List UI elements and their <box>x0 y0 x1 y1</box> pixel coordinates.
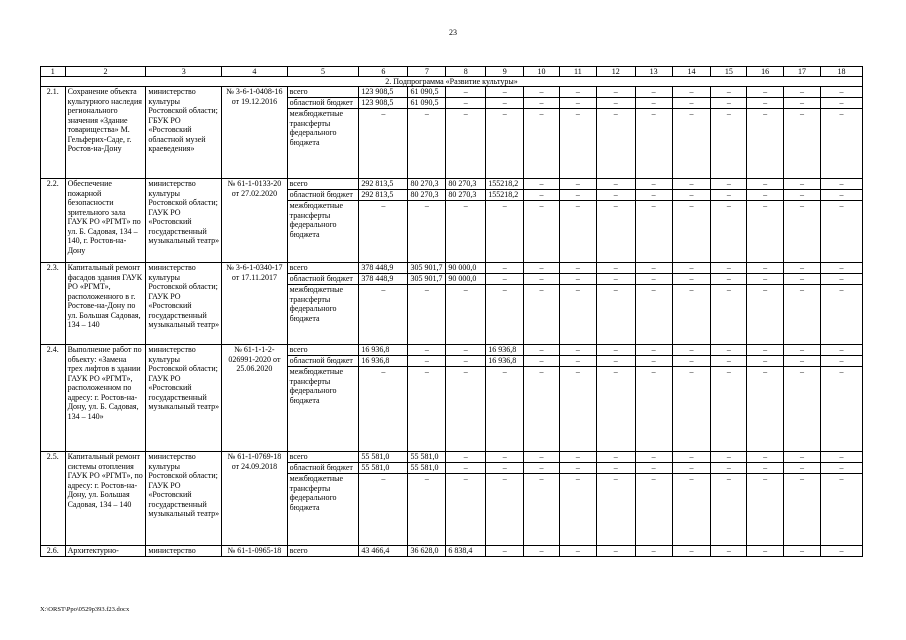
value-cell: – <box>446 345 486 356</box>
column-number: 14 <box>672 67 711 77</box>
value-cell: – <box>359 367 408 452</box>
column-number: 12 <box>596 67 635 77</box>
value-cell: – <box>359 285 408 345</box>
value-cell: 16 936,8 <box>486 345 524 356</box>
table-row <box>41 452 863 463</box>
column-number-row <box>41 67 863 77</box>
value-cell: – <box>408 109 446 179</box>
value-cell: – <box>559 285 596 345</box>
value-cell: – <box>820 179 862 190</box>
value-cell: – <box>635 367 672 452</box>
column-number: 18 <box>820 67 862 77</box>
value-cell: – <box>672 356 711 367</box>
value-cell: – <box>635 274 672 285</box>
value-cell: – <box>408 285 446 345</box>
executor: министерство культуры Ростовской области; ГАУК РО «Ростовский государственный музыкальный театр» <box>146 179 222 263</box>
value-cell: – <box>635 285 672 345</box>
value-cell: 378 448,9 <box>359 274 408 285</box>
project-name: Капитальный ремонт фасадов здания ГАУК РО «РГМТ», расположенного в г. Ростове-на-Дону по ул. Большая Садовая, 134 – 140 <box>65 263 146 345</box>
value-cell: 292 813,5 <box>359 190 408 201</box>
value-cell: – <box>784 452 821 463</box>
project-name: Сохранение объекта культурного наследия регионального значения «Здание товарищества» М. Гельферих-Саде, г. Ростов-на-Дону <box>65 87 146 179</box>
value-cell: – <box>784 356 821 367</box>
value-cell: – <box>446 474 486 546</box>
value-cell: – <box>784 474 821 546</box>
value-cell: – <box>820 201 862 263</box>
value-cell: – <box>524 190 560 201</box>
value-cell: 123 908,5 <box>359 87 408 98</box>
subprogram-row <box>41 77 863 87</box>
value-cell: – <box>559 274 596 285</box>
document-number: № 61-1-0965-18 <box>222 546 288 557</box>
value-cell: – <box>747 367 784 452</box>
value-cell: – <box>486 98 524 109</box>
table-row <box>41 87 863 98</box>
value-cell: – <box>820 87 862 98</box>
value-cell: – <box>635 179 672 190</box>
value-cell: – <box>672 452 711 463</box>
value-cell: – <box>446 356 486 367</box>
page-number: 23 <box>449 28 457 37</box>
value-cell: – <box>596 546 635 557</box>
column-number: 13 <box>635 67 672 77</box>
executor: министерство культуры Ростовской области; ГАУК РО «Ростовский государственный музыкальный театр» <box>146 345 222 452</box>
value-cell: – <box>784 87 821 98</box>
table-row <box>41 345 863 356</box>
value-cell: – <box>635 356 672 367</box>
value-cell: – <box>672 285 711 345</box>
funding-source: областной бюджет <box>287 274 359 285</box>
value-cell: – <box>711 367 747 452</box>
value-cell: – <box>672 87 711 98</box>
value-cell: – <box>784 274 821 285</box>
value-cell: 16 936,8 <box>486 356 524 367</box>
value-cell: – <box>672 201 711 263</box>
value-cell: – <box>559 179 596 190</box>
value-cell: – <box>784 179 821 190</box>
value-cell: – <box>524 109 560 179</box>
document-number: № 3-6-1-0408-16 от 19.12.2016 <box>222 87 288 179</box>
document-number: № 61-1-1-2-026991-2020 от 25.06.2020 <box>222 345 288 452</box>
value-cell: – <box>596 367 635 452</box>
value-cell: – <box>486 87 524 98</box>
value-cell: – <box>784 463 821 474</box>
value-cell: – <box>596 356 635 367</box>
value-cell: – <box>711 263 747 274</box>
value-cell: – <box>408 474 446 546</box>
value-cell: – <box>486 274 524 285</box>
value-cell: – <box>820 345 862 356</box>
value-cell: – <box>711 285 747 345</box>
value-cell: – <box>524 179 560 190</box>
value-cell: – <box>359 109 408 179</box>
value-cell: – <box>486 201 524 263</box>
value-cell: – <box>747 356 784 367</box>
value-cell: – <box>784 285 821 345</box>
value-cell: – <box>747 98 784 109</box>
value-cell: – <box>784 190 821 201</box>
value-cell: – <box>486 474 524 546</box>
value-cell: – <box>820 274 862 285</box>
value-cell: – <box>524 263 560 274</box>
column-number: 5 <box>287 67 359 77</box>
value-cell: – <box>446 285 486 345</box>
value-cell: – <box>711 356 747 367</box>
value-cell: – <box>820 474 862 546</box>
value-cell: – <box>784 546 821 557</box>
value-cell: – <box>672 274 711 285</box>
value-cell: 55 581,0 <box>359 452 408 463</box>
value-cell: – <box>559 367 596 452</box>
column-number: 7 <box>408 67 446 77</box>
value-cell: – <box>559 546 596 557</box>
value-cell: – <box>711 179 747 190</box>
column-number: 4 <box>222 67 288 77</box>
value-cell: – <box>635 546 672 557</box>
value-cell: – <box>596 452 635 463</box>
row-number: 2.4. <box>41 345 66 452</box>
value-cell: – <box>747 452 784 463</box>
funding-source: всего <box>287 263 359 274</box>
value-cell: 36 628,0 <box>408 546 446 557</box>
value-cell: – <box>559 356 596 367</box>
funding-source: межбюджетные трансферты федерального бюджета <box>287 201 359 263</box>
value-cell: – <box>672 263 711 274</box>
value-cell: – <box>747 190 784 201</box>
value-cell: 292 813,5 <box>359 179 408 190</box>
table-row <box>41 179 863 190</box>
document-number: № 61-1-0769-18 от 24.09.2018 <box>222 452 288 546</box>
value-cell: – <box>711 452 747 463</box>
column-number: 15 <box>711 67 747 77</box>
value-cell: 305 901,7 <box>408 263 446 274</box>
funding-source: областной бюджет <box>287 356 359 367</box>
column-number: 10 <box>524 67 560 77</box>
value-cell: – <box>784 367 821 452</box>
funding-source: областной бюджет <box>287 190 359 201</box>
value-cell: – <box>524 345 560 356</box>
value-cell: 155218,2 <box>486 179 524 190</box>
value-cell: – <box>784 201 821 263</box>
value-cell: – <box>596 98 635 109</box>
value-cell: – <box>711 274 747 285</box>
value-cell: – <box>784 109 821 179</box>
value-cell: – <box>524 274 560 285</box>
value-cell: – <box>635 345 672 356</box>
value-cell: – <box>446 109 486 179</box>
value-cell: – <box>820 452 862 463</box>
budget-table <box>40 66 863 557</box>
value-cell: – <box>446 367 486 452</box>
value-cell: – <box>524 463 560 474</box>
value-cell: – <box>747 285 784 345</box>
value-cell: – <box>672 345 711 356</box>
value-cell: – <box>672 474 711 546</box>
value-cell: – <box>446 201 486 263</box>
value-cell: – <box>747 201 784 263</box>
project-name: Выполнение работ по объекту: «Замена трех лифтов в здании ГАУК РО «РГМТ», расположенном по адресу: г. Ростов-на-Дону, ул. Б. Садовая, 134 – 140» <box>65 345 146 452</box>
executor: министерство культуры Ростовской области; ГБУК РО «Ростовский областной музей краеведения» <box>146 87 222 179</box>
value-cell: 61 090,5 <box>408 98 446 109</box>
value-cell: – <box>820 463 862 474</box>
value-cell: 90 000,0 <box>446 274 486 285</box>
value-cell: – <box>747 546 784 557</box>
value-cell: – <box>559 474 596 546</box>
value-cell: – <box>359 474 408 546</box>
table-row <box>41 546 863 557</box>
column-number: 9 <box>486 67 524 77</box>
value-cell: – <box>635 201 672 263</box>
value-cell: 80 270,3 <box>446 179 486 190</box>
value-cell: – <box>524 356 560 367</box>
executor: министерство культуры Ростовской области; ГАУК РО «Ростовский государственный музыкальный театр» <box>146 452 222 546</box>
column-number: 17 <box>784 67 821 77</box>
value-cell: – <box>596 190 635 201</box>
value-cell: – <box>408 201 446 263</box>
value-cell: – <box>747 463 784 474</box>
value-cell: – <box>596 263 635 274</box>
value-cell: – <box>635 263 672 274</box>
value-cell: – <box>711 345 747 356</box>
value-cell: – <box>486 109 524 179</box>
funding-source: межбюджетные трансферты федерального бюджета <box>287 109 359 179</box>
funding-source: межбюджетные трансферты федерального бюджета <box>287 285 359 345</box>
value-cell: – <box>486 463 524 474</box>
column-number: 16 <box>747 67 784 77</box>
value-cell: – <box>559 452 596 463</box>
funding-source: всего <box>287 87 359 98</box>
value-cell: – <box>596 285 635 345</box>
document-number: № 3-6-1-0340-17 от 17.11.2017 <box>222 263 288 345</box>
value-cell: – <box>747 345 784 356</box>
value-cell: – <box>711 190 747 201</box>
value-cell: – <box>820 356 862 367</box>
value-cell: 55 581,0 <box>408 452 446 463</box>
column-number: 6 <box>359 67 408 77</box>
value-cell: – <box>820 190 862 201</box>
value-cell: 55 581,0 <box>359 463 408 474</box>
value-cell: 55 581,0 <box>408 463 446 474</box>
funding-source: всего <box>287 546 359 557</box>
value-cell: – <box>559 87 596 98</box>
value-cell: 90 000,0 <box>446 263 486 274</box>
value-cell: – <box>359 201 408 263</box>
value-cell: 378 448,9 <box>359 263 408 274</box>
value-cell: – <box>446 98 486 109</box>
value-cell: – <box>524 201 560 263</box>
value-cell: – <box>672 546 711 557</box>
executor: министерство <box>146 546 222 557</box>
value-cell: – <box>559 345 596 356</box>
value-cell: – <box>635 474 672 546</box>
funding-source: всего <box>287 452 359 463</box>
funding-source: всего <box>287 179 359 190</box>
value-cell: – <box>408 367 446 452</box>
value-cell: – <box>635 109 672 179</box>
value-cell: – <box>486 546 524 557</box>
value-cell: – <box>446 452 486 463</box>
value-cell: – <box>559 190 596 201</box>
value-cell: – <box>596 201 635 263</box>
document-number: № 61-1-0133-20 от 27.02.2020 <box>222 179 288 263</box>
column-number: 1 <box>41 67 66 77</box>
row-number: 2.1. <box>41 87 66 179</box>
value-cell: – <box>747 474 784 546</box>
value-cell: – <box>635 87 672 98</box>
value-cell: – <box>524 367 560 452</box>
row-number: 2.6. <box>41 546 66 557</box>
value-cell: – <box>596 87 635 98</box>
value-cell: – <box>820 367 862 452</box>
value-cell: – <box>596 345 635 356</box>
value-cell: – <box>747 87 784 98</box>
value-cell: – <box>711 546 747 557</box>
file-path-footer: X:\ORST\Ppo\0529p393.f23.docx <box>40 606 130 613</box>
value-cell: 6 838,4 <box>446 546 486 557</box>
funding-source: областной бюджет <box>287 463 359 474</box>
value-cell: – <box>711 109 747 179</box>
value-cell: – <box>747 263 784 274</box>
column-number: 11 <box>559 67 596 77</box>
value-cell: – <box>596 274 635 285</box>
value-cell: – <box>559 109 596 179</box>
value-cell: – <box>784 263 821 274</box>
project-name: Архитектурно- <box>65 546 146 557</box>
value-cell: – <box>559 263 596 274</box>
value-cell: 16 936,8 <box>359 356 408 367</box>
value-cell: – <box>747 274 784 285</box>
value-cell: – <box>672 179 711 190</box>
column-number: 3 <box>146 67 222 77</box>
funding-source: межбюджетные трансферты федерального бюджета <box>287 367 359 452</box>
value-cell: 305 901,7 <box>408 274 446 285</box>
value-cell: – <box>524 87 560 98</box>
value-cell: – <box>635 98 672 109</box>
value-cell: – <box>672 463 711 474</box>
value-cell: – <box>408 356 446 367</box>
value-cell: – <box>559 201 596 263</box>
value-cell: – <box>711 87 747 98</box>
value-cell: – <box>559 463 596 474</box>
value-cell: – <box>672 190 711 201</box>
value-cell: – <box>524 452 560 463</box>
value-cell: – <box>524 546 560 557</box>
value-cell: – <box>408 345 446 356</box>
value-cell: – <box>711 474 747 546</box>
funding-source: областной бюджет <box>287 98 359 109</box>
executor: министерство культуры Ростовской области; ГАУК РО «Ростовский государственный музыкальный театр» <box>146 263 222 345</box>
project-name: Капитальный ремонт системы отопления ГАУК РО «РГМТ», по адресу: г. Ростов-на-Дону, ул. Большая Садовая, 134 – 140 <box>65 452 146 546</box>
value-cell: – <box>486 285 524 345</box>
value-cell: 61 090,5 <box>408 87 446 98</box>
row-number: 2.2. <box>41 179 66 263</box>
value-cell: – <box>446 87 486 98</box>
value-cell: – <box>820 98 862 109</box>
value-cell: – <box>596 463 635 474</box>
value-cell: 43 466,4 <box>359 546 408 557</box>
value-cell: – <box>820 263 862 274</box>
funding-source: межбюджетные трансферты федерального бюджета <box>287 474 359 546</box>
value-cell: 123 908,5 <box>359 98 408 109</box>
column-number: 2 <box>65 67 146 77</box>
value-cell: – <box>784 345 821 356</box>
value-cell: – <box>635 463 672 474</box>
value-cell: – <box>486 263 524 274</box>
table-row <box>41 263 863 274</box>
value-cell: – <box>820 285 862 345</box>
value-cell: – <box>711 463 747 474</box>
value-cell: 80 270,3 <box>408 190 446 201</box>
value-cell: – <box>784 98 821 109</box>
funding-source: всего <box>287 345 359 356</box>
value-cell: – <box>486 367 524 452</box>
project-name: Обеспечение пожарной безопасности зрительного зала ГАУК РО «РГМТ» по ул. Б. Садовая, 134 – 140, г. Ростов-на-Дону <box>65 179 146 263</box>
value-cell: – <box>596 179 635 190</box>
value-cell: – <box>672 367 711 452</box>
value-cell: – <box>672 109 711 179</box>
value-cell: – <box>559 98 596 109</box>
value-cell: – <box>672 98 711 109</box>
row-number: 2.3. <box>41 263 66 345</box>
value-cell: – <box>635 452 672 463</box>
value-cell: – <box>820 546 862 557</box>
value-cell: – <box>524 98 560 109</box>
row-number: 2.5. <box>41 452 66 546</box>
column-number: 8 <box>446 67 486 77</box>
value-cell: 80 270,3 <box>446 190 486 201</box>
value-cell: – <box>820 109 862 179</box>
value-cell: – <box>711 98 747 109</box>
value-cell: – <box>596 109 635 179</box>
value-cell: – <box>635 190 672 201</box>
value-cell: – <box>446 463 486 474</box>
value-cell: 16 936,8 <box>359 345 408 356</box>
value-cell: – <box>524 285 560 345</box>
value-cell: – <box>524 474 560 546</box>
value-cell: 155218,2 <box>486 190 524 201</box>
value-cell: – <box>486 452 524 463</box>
value-cell: – <box>596 474 635 546</box>
subprogram-title: 2. Подпрограмма «Развитие культуры» <box>41 77 863 87</box>
value-cell: 80 270,3 <box>408 179 446 190</box>
value-cell: – <box>747 179 784 190</box>
value-cell: – <box>711 201 747 263</box>
value-cell: – <box>747 109 784 179</box>
